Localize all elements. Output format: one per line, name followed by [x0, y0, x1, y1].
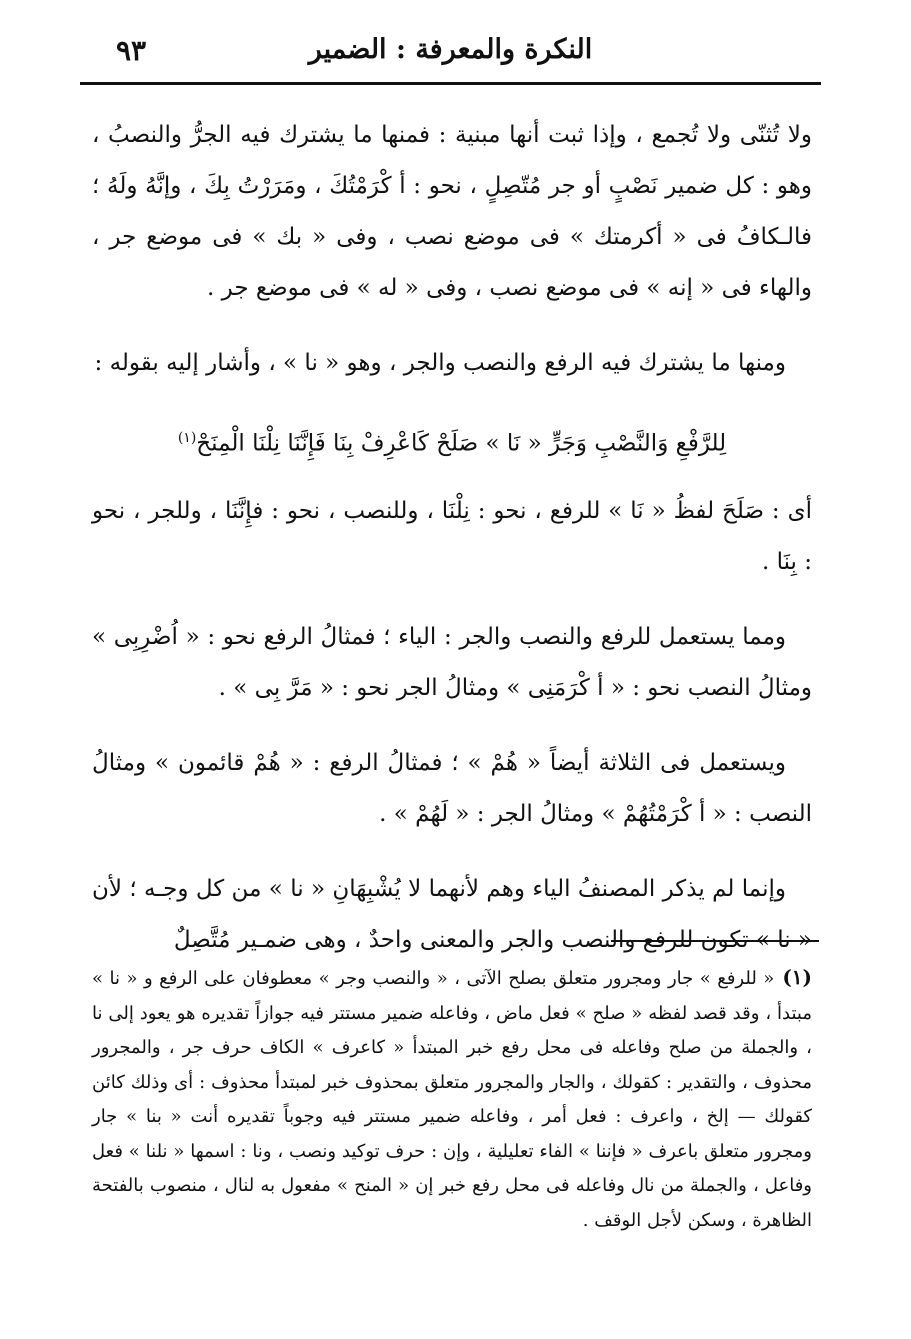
main-text — [92, 110, 812, 990]
footnote-divider — [611, 940, 819, 942]
paragraph-4: ومما يستعمل للرفع والنصب والجر : الياء ؛ فمثالُ الرفع نحو : « اُضْرِبِى » ومثالُ النصب نحو : « أ كْرَمَنِى » ومثالُ الجر نحو : « مَرَّ بِى » . — [92, 623, 812, 701]
footnote-number: (١) — [782, 965, 812, 989]
paragraph-2: ومنها ما يشترك فيه الرفع والنصب والجر ، وهو « نا » ، وأشار إليه بقوله : — [94, 350, 786, 376]
running-title: النكرة والمعرفة : الضمير — [308, 34, 593, 65]
footnote-text: « للرفع » جار ومجرور متعلق بصلح الآتى ، « والنصب وجر » معطوفان على الرفع و « نا » مبتدأ ، وقد قصد لفظه « صلح » فعل ماض ، وفاعله ضمير مستتر فيه جوازاً تقديره هو يعود إلى نا ، والجملة من صلح وفاعله فى محل رفع خبر المبتدأ « كاعرف » الكاف حرف جر ، والمجرور محذوف ، والتقدير : كقولك ، والجار والمجرور متعلق بمحذوف خبر لمبتدأ محذوف : أى وذلك كائن كقولك — إلخ ، واعرف : فعل أمر ، وفاعله ضمير مستتر فيه وجوباً تقديره أنت « بنا » جار ومجرور متعلق باعرف « فإننا » الفاء تعليلية ، وإن : حرف توكيد ونصب ، ونا : اسمها « نلنا » فعل وفاعل ، والجملة من نال وفاعله فى محل رفع خبر إن « المنح » مفعول به لنال ، منصوب بالفتحة الظاهرة ، وسكن لأجل الوقف . — [92, 968, 812, 1231]
verse-footnote-mark[interactable]: (١) — [177, 430, 197, 446]
verse-line — [92, 413, 812, 470]
page-header — [80, 30, 821, 76]
header-divider — [80, 82, 821, 85]
paragraph-5: ويستعمل فى الثلاثة أيضاً « هُمْ » ؛ فمثالُ الرفع : « هُمْ قائمون » ومثالُ النصب : « أ كْرَمْتُهُمْ » ومثالُ الجر : « لَهُمْ » . — [92, 749, 812, 827]
paragraph-1: ولا تُثنّى ولا تُجمع ، وإذا ثبت أنها مبنية : فمنها ما يشترك فيه الجرُّ والنصبُ ، وهو : كل ضمير نَصْبٍ أو جر مُتّصِلٍ ، نحو : أ كْرَمْتُكَ ، ومَرَرْتُ بِكَ ، وإنَّهُ ولَهُ ؛ فالـكافُ فى « أكرمتك » فى موضع نصب ، وفى « بك » فى موضع جر ، والهاء فى « إنه » فى موضع نصب ، وفى « له » فى موضع جر . — [92, 122, 812, 301]
paragraph-6: وإنما لم يذكر المصنفُ الياء وهم لأنهما لا يُشْبِهَانِ « نا » من كل وجـه ؛ لأن « نا » تكون للرفع والنصب والجر والمعنى واحدٌ ، وهى ضمـير مُتَّصِلٌ — [92, 875, 812, 953]
footnote — [92, 960, 812, 1238]
paragraph-3: أى : صَلَحَ لفظُ « نَا » للرفع ، نحو : نِلْنَا ، وللنصب ، نحو : فإِنَّنَا ، وللجر ، نحو : بِنَا . — [92, 497, 812, 575]
verse-text: لِلرَّفْعِ وَالنَّصْبِ وَجَرٍّ « نَا » صَلَحْ كَاعْرِفْ بِنَا فَإِنَّنَا نِلْنَا الْمِنَحْ — [196, 430, 727, 457]
page-number: ٩٣ — [116, 34, 147, 67]
